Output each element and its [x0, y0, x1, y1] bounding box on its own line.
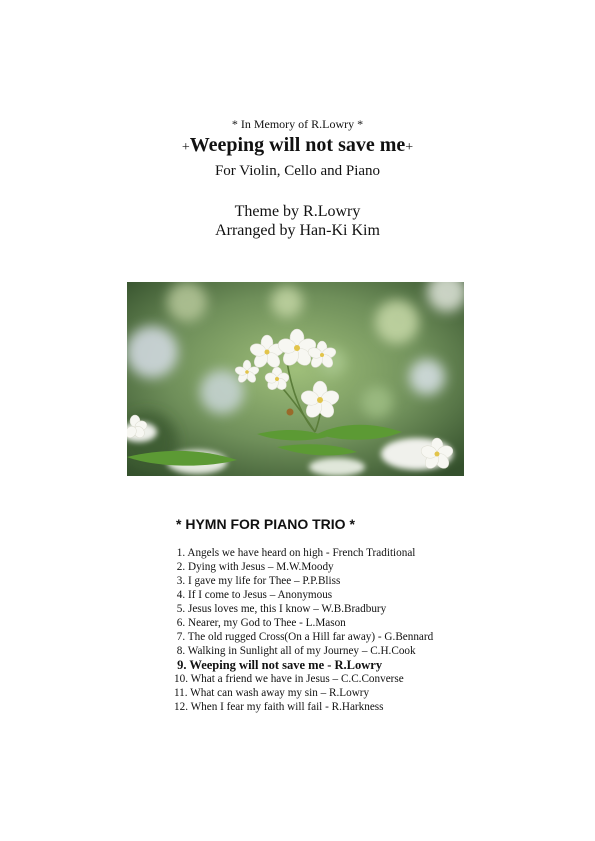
hymn-list-item: 6. Nearer, my God to Thee - L.Mason	[174, 617, 346, 629]
theme-credit: Theme by R.Lowry	[234, 203, 361, 220]
title-suffix: +	[405, 140, 414, 155]
title-prefix: +	[181, 140, 190, 155]
hymn-list-item: 12. When I fear my faith will fail - R.Harkness	[174, 701, 384, 713]
hymn-list-item: 7. The old rugged Cross(On a Hill far away) - G.Bennard	[174, 631, 434, 643]
hymn-list	[174, 546, 433, 714]
hymn-list-item: 8. Walking in Sunlight all of my Journey – C.H.Cook	[174, 645, 416, 657]
arranger-credit: Arranged by Han-Ki Kim	[215, 222, 380, 239]
instrumentation: For Violin, Cello and Piano	[214, 163, 381, 179]
hymn-list-item-current: 9. Weeping will not save me - R.Lowry	[174, 658, 383, 672]
page-title	[0, 134, 595, 157]
white-flowers-photo	[127, 282, 464, 476]
hymn-list-item: 3. I gave my life for Thee – P.P.Bliss	[174, 575, 341, 587]
hymn-list-item: 4. If I come to Jesus – Anonymous	[174, 589, 333, 601]
dedication: * In Memory of R.Lowry *	[231, 117, 364, 131]
hymn-list-item: 2. Dying with Jesus – M.W.Moody	[174, 561, 334, 573]
title-text: Weeping will not save me	[189, 134, 406, 156]
hymn-list-item: 5. Jesus loves me, this I know – W.B.Bradbury	[174, 603, 387, 615]
hymn-list-item: 11. What can wash away my sin – R.Lowry	[174, 687, 370, 699]
hymn-list-item: 10. What a friend we have in Jesus – C.C.Converse	[174, 673, 404, 685]
collection-heading: * HYMN FOR PIANO TRIO *	[176, 516, 355, 532]
hymn-list-item: 1. Angels we have heard on high - French Traditional	[174, 547, 416, 559]
